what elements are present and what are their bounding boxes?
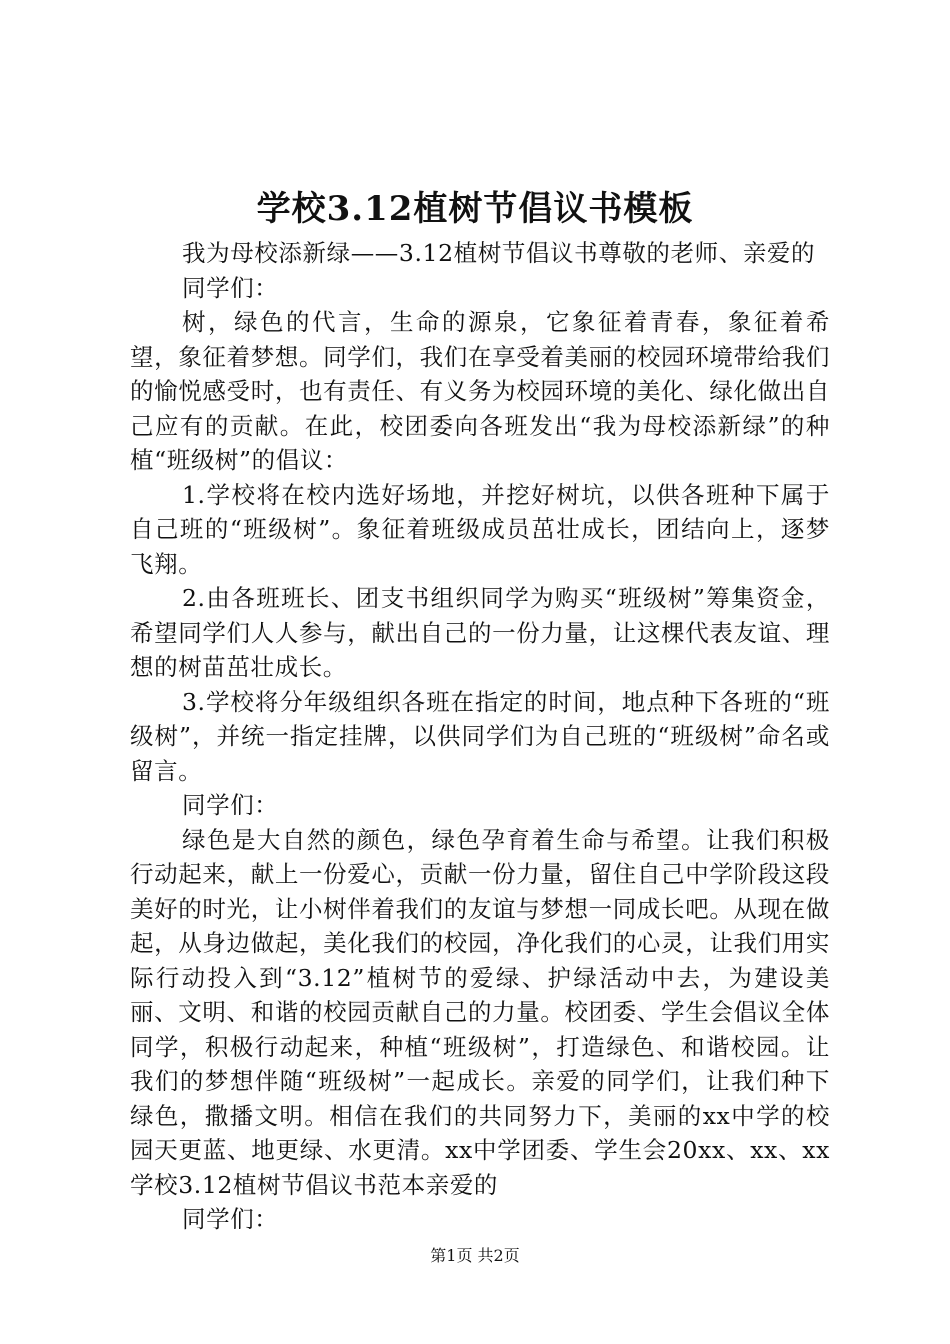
paragraph-item-2: 2.由各班班长、团支书组织同学为购买“班级树”筹集资金，希望同学们人人参与，献出自己的一份力量，让这棵代表友谊、理想的树苗茁壮成长。 [130, 584, 830, 681]
paragraph-tree-meaning: 树，绿色的代言，生命的源泉，它象征着青春，象征着希望，象征着梦想。同学们，我们在享受着美丽的校园环境带给我们的愉悦感受时，也有责任、有义务为校园环境的美化、绿化做出自己应有的贡献。在此，校团委向各班发出“我为母校添新绿”的种植“班级树”的倡议： [130, 308, 830, 474]
document-title: 学校3.12植树节倡议书模板 [256, 189, 694, 229]
paragraph-item-3: 3.学校将分年级组织各班在指定的时间，地点种下各班的“班级树”，并统一指定挂牌，以供同学们为自己班的“班级树”命名或留言。 [130, 687, 830, 785]
paragraph-salutation: 同学们： [182, 273, 279, 302]
paragraph-salutation-3: 同学们： [182, 1205, 279, 1233]
paragraph-intro: 我为母校添新绿——3.12植树节倡议书尊敬的老师、亲爱的 [182, 239, 816, 267]
page-number-footer: 第1页 共2页 [430, 1246, 520, 1265]
paragraph-salutation-2: 同学们： [182, 791, 279, 819]
paragraph-closing: 绿色是大自然的颜色，绿色孕育着生命与希望。让我们积极行动起来，献上一份爱心，贡献一份力量，留住自己中学阶段这段美好的时光，让小树伴着我们的友谊与梦想一同成长吧。从现在做起，从身边做起，美化我们的校园，净化我们的心灵，让我们用实际行动投入到“3.12”植树节的爱绿、护绿活动中去，为建设美丽、文明、和谐的校园贡献自己的力量。校团委、学生会倡议全体同学，积极行动起来，种植“班级树”，打造绿色、和谐校园。让我们的梦想伴随“班级树”一起成长。亲爱的同学们，让我们种下绿色，撒播文明。相信在我们的共同努力下，美丽的xx中学的校园天更蓝、地更绿、水更清。xx中学团委、学生会20xx、xx、xx学校3.12植树节倡议书范本亲爱的 [130, 825, 830, 1199]
paragraph-item-1: 1.学校将在校内选好场地，并挖好树坑，以供各班种下属于自己班的“班级树”。象征着班级成员茁壮成长，团结向上，逐梦飞翔。 [130, 480, 830, 578]
document-body [130, 236, 830, 1237]
